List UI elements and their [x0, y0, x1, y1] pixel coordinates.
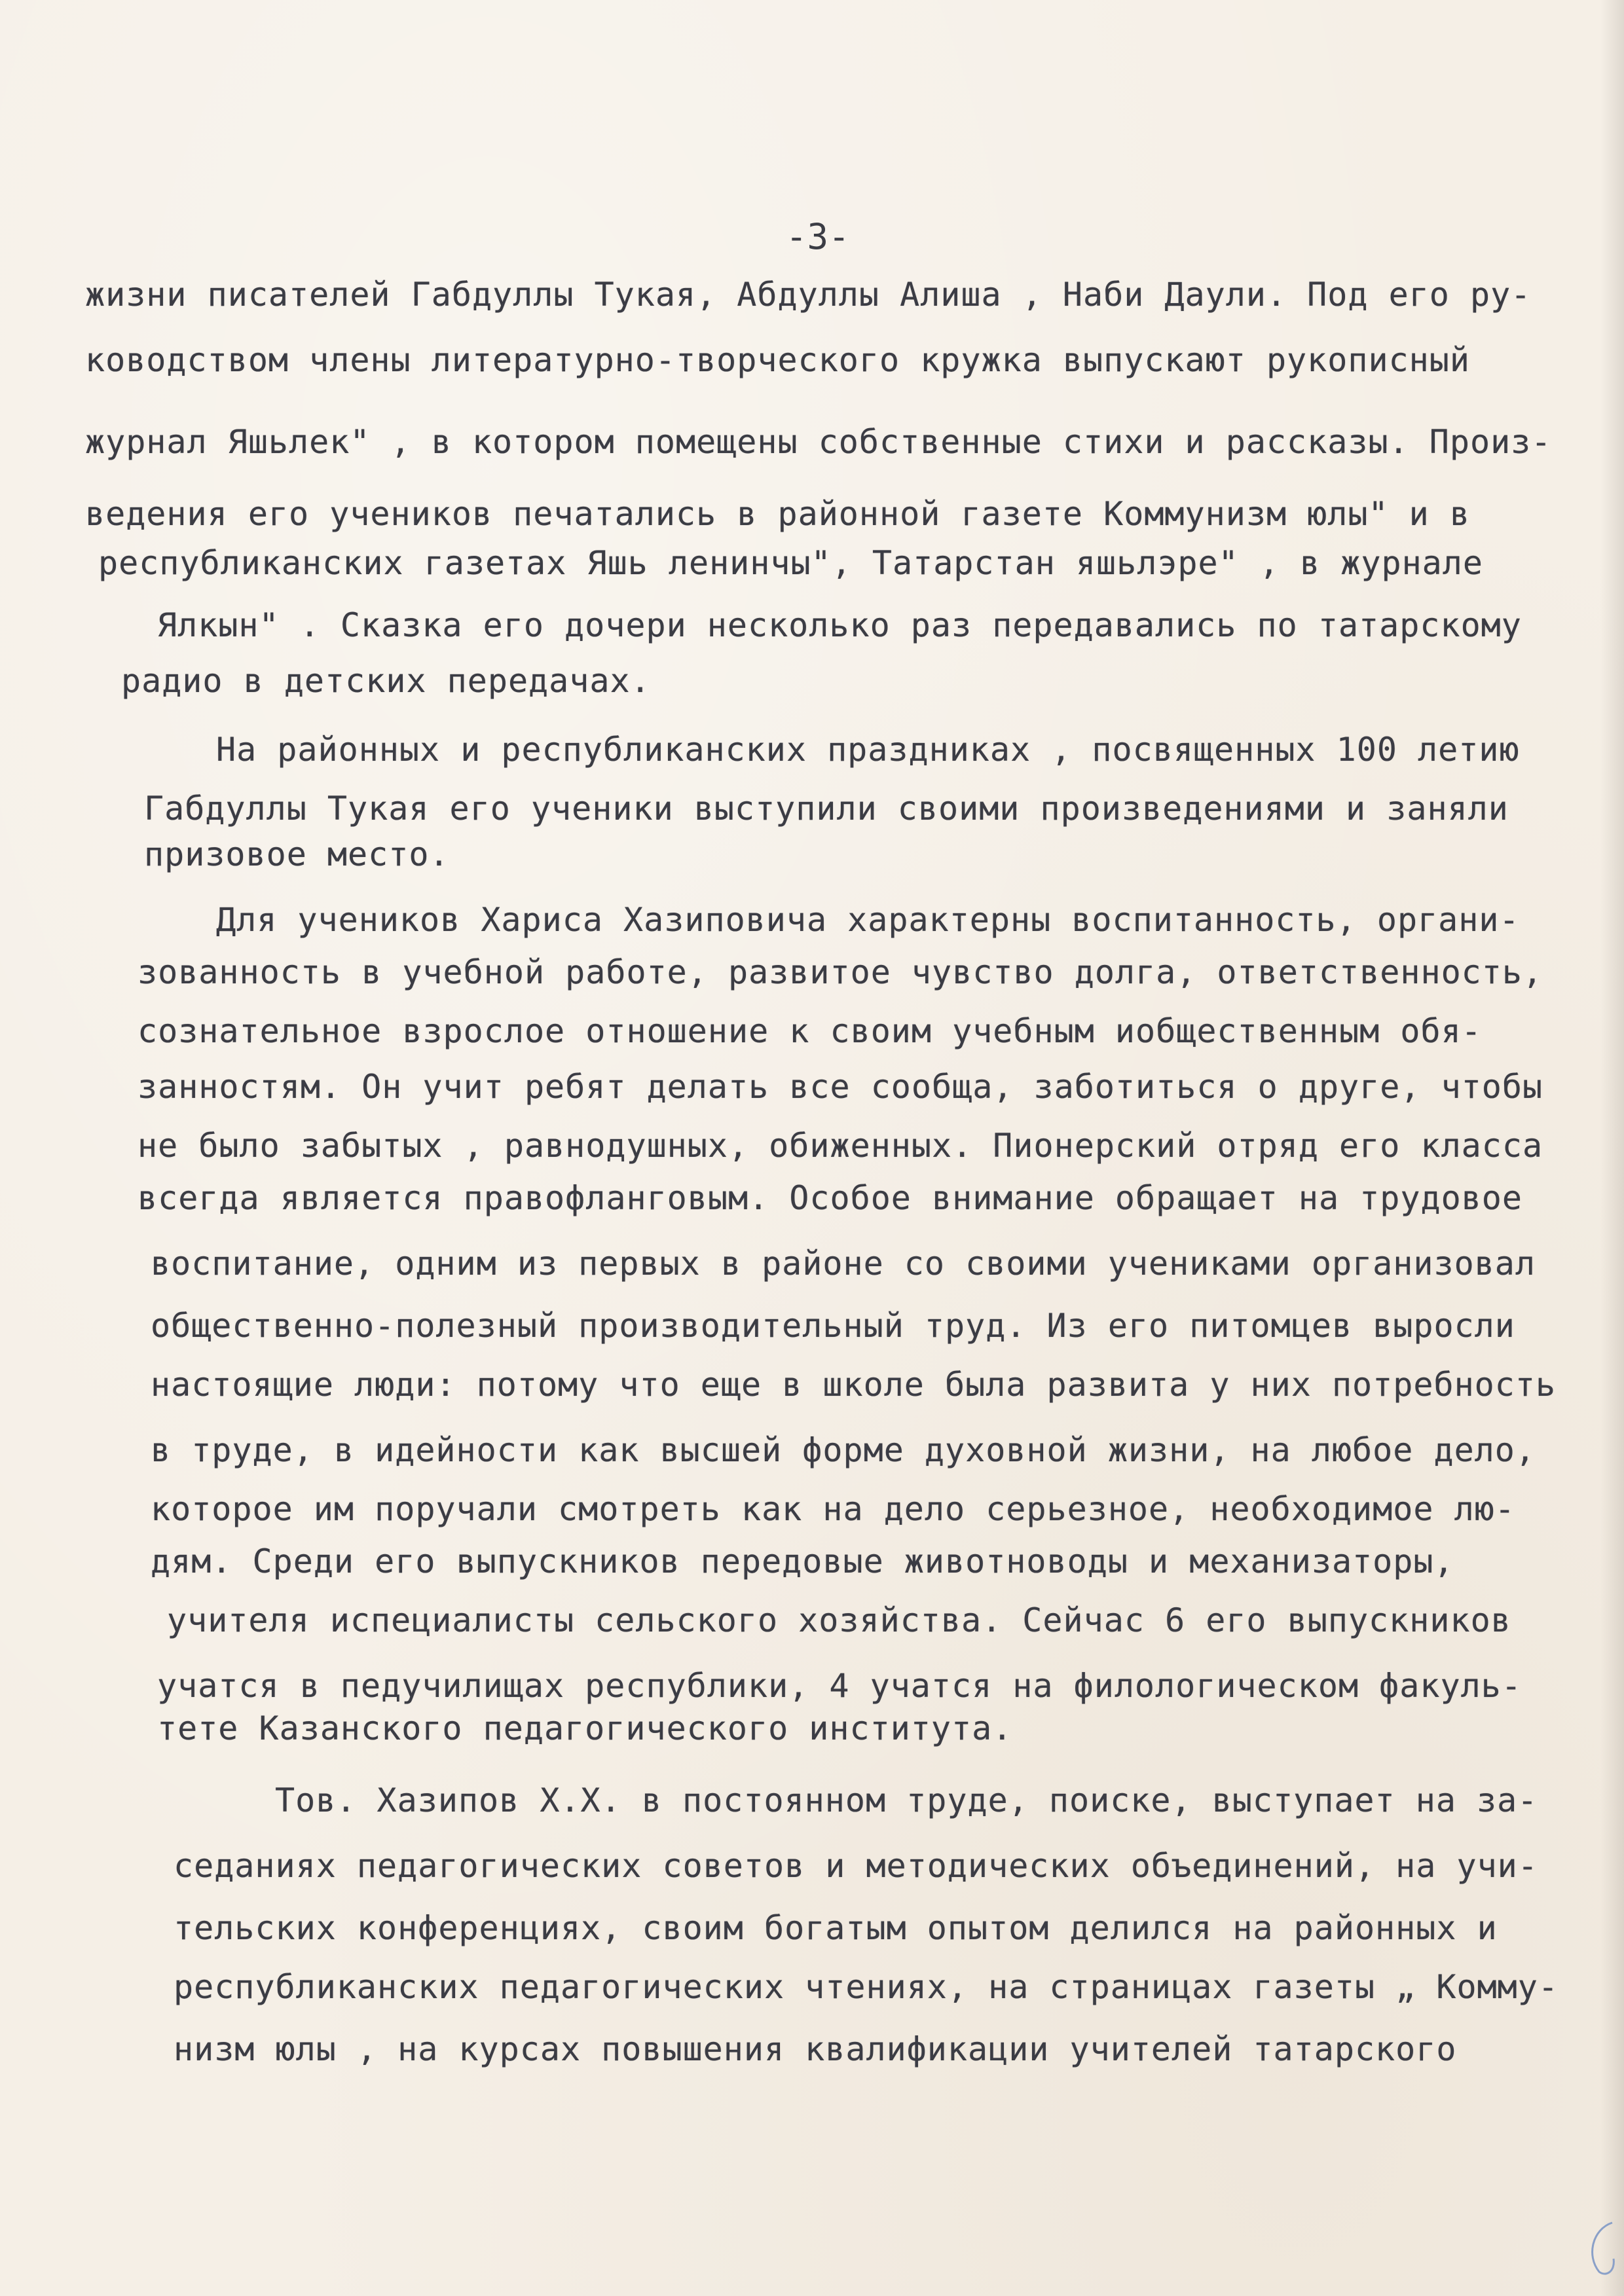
text-line: общественно-полезный производительный труд. Из его питомцев выросли — [151, 1307, 1515, 1345]
text-line: занностям. Он учит ребят делать все сообща, заботиться о друге, чтобы — [138, 1068, 1543, 1106]
text-line: На районных и республиканских праздниках , посвященных 100 летию — [216, 731, 1520, 769]
text-line: настоящие люди: потому что еще в школе была развита у них потребность — [151, 1366, 1557, 1404]
text-line: ководством члены литературно-творческого кружка выпускают рукописный — [85, 341, 1470, 379]
text-line: учатся в педучилищах республики, 4 учатся на филологическом факуль- — [157, 1667, 1522, 1705]
corner-scribble-icon — [1579, 2219, 1619, 2278]
text-line: жизни писателей Габдуллы Тукая, Абдуллы Алиша , Наби Даули. Под его ру- — [85, 276, 1532, 314]
text-line: республиканских педагогических чтениях, на страницах газеты „ Комму- — [174, 1968, 1559, 2006]
text-line: Для учеников Хариса Хазиповича характерны воспитанность, органи- — [216, 901, 1520, 939]
text-line: всегда является правофланговым. Особое внимание обращает на трудовое — [138, 1179, 1522, 1217]
text-line: которое им поручали смотреть как на дело серьезное, необходимое лю- — [151, 1490, 1515, 1528]
text-line: журнал Яшьлек" , в котором помещены собственные стихи и рассказы. Произ- — [85, 423, 1552, 461]
text-line: Ялкын" . Сказка его дочери несколько раз передавались по татарскому — [157, 606, 1522, 644]
text-line: ведения его учеников печатались в районной газете Коммунизм юлы" и в — [85, 495, 1470, 533]
text-line: низм юлы , на курсах повышения квалификации учителей татарского — [174, 2030, 1457, 2068]
text-line: сознательное взрослое отношение к своим учебным иобщественным обя- — [138, 1012, 1482, 1050]
text-line: учителя испециалисты сельского хозяйства. Сейчас 6 его выпускников — [167, 1601, 1511, 1639]
text-line: тельских конференциях, своим богатым опытом делился на районных и — [174, 1909, 1498, 1947]
page-edge-shadow — [1600, 0, 1624, 2296]
text-line: республиканских газетах Яшь ленинчы", Татарстан яшьлэре" , в журнале — [98, 544, 1483, 582]
text-line: тете Казанского педагогического института. — [157, 1709, 1013, 1747]
text-line: призовое место. — [144, 835, 450, 873]
text-line: Габдуллы Тукая его ученики выступили своими произведениями и заняли — [144, 790, 1509, 828]
text-line: не было забытых , равнодушных, обиженных. Пионерский отряд его класса — [138, 1127, 1543, 1165]
text-line: радио в детских передачах. — [121, 662, 651, 700]
text-line: зованность в учебной работе, развитое чувство долга, ответственность, — [138, 953, 1543, 991]
text-line: в труде, в идейности как высшей форме духовной жизни, на любое дело, — [151, 1431, 1536, 1469]
text-line: седаниях педагогических советов и методических объединений, на учи- — [174, 1847, 1538, 1885]
page-number: -3- — [786, 216, 850, 257]
text-line: воспитание, одним из первых в районе со своими учениками организовал — [151, 1245, 1536, 1283]
text-line: Тов. Хазипов Х.Х. в постоянном труде, поиске, выступает на за- — [275, 1781, 1538, 1819]
text-line: дям. Среди его выпускников передовые животноводы и механизаторы, — [151, 1542, 1454, 1580]
